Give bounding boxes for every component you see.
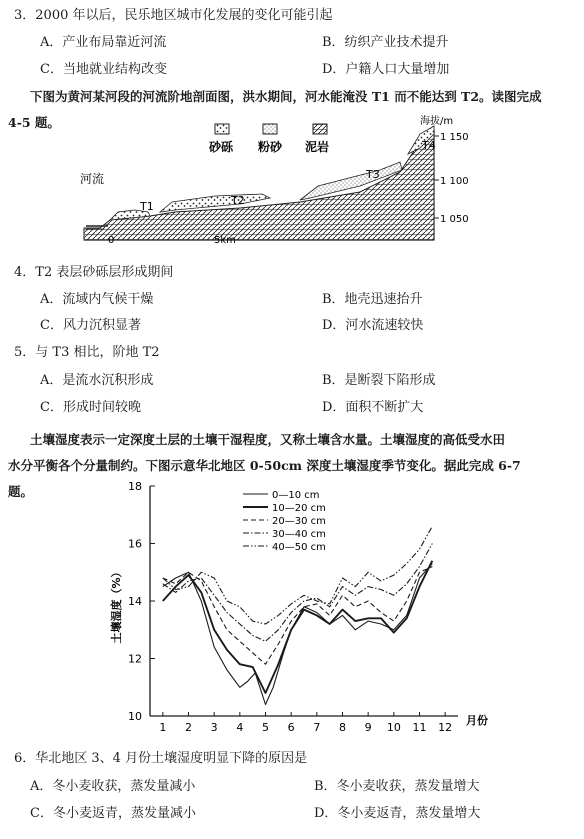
chart-legend xyxy=(243,490,326,553)
x-axis-label: 月份 xyxy=(466,714,488,727)
intro-6-7-line3: 题。 xyxy=(8,484,34,499)
x-tick-label-9: 9 xyxy=(364,721,372,734)
legend-label-0: 0—10 cm xyxy=(272,490,320,501)
x-tick-label-10: 10 xyxy=(386,721,401,734)
river-label: 河流 xyxy=(80,172,105,186)
q4-stem: 4．T2 表层砂砾层形成期间 xyxy=(14,265,174,280)
intro-4-5-line1: 下图为黄河某河段的河流阶地剖面图，洪水期间，河水能淹没 T1 而不能达到 T2。读图完成 xyxy=(30,89,542,104)
legend-label-1: 10—20 cm xyxy=(272,503,326,514)
q6-option-c: C．冬小麦返青，蒸发量减小 xyxy=(30,806,196,821)
series-line-3 xyxy=(163,544,433,642)
x-tick-label-12: 12 xyxy=(438,721,453,734)
q5-option-b: B．是断裂下陷形成 xyxy=(322,373,436,388)
terrace-t4-label: T4 xyxy=(422,139,436,152)
q4-option-c: C．风力沉积显著 xyxy=(40,318,141,333)
y-tick-label-14: 14 xyxy=(128,595,142,608)
q3-option-d: D．户籍人口大量增加 xyxy=(322,62,450,77)
x-tick-label-1: 1 xyxy=(159,721,167,734)
legend-silt-swatch xyxy=(263,124,277,134)
q4-option-d: D．河水流速较快 xyxy=(322,318,424,333)
y-tick-label-16: 16 xyxy=(128,537,142,551)
q6-stem: 6．华北地区 3、4 月份土壤湿度明显下降的原因是 xyxy=(14,751,308,766)
y-tick-label-18: 18 xyxy=(128,480,142,493)
intro-6-7-line1: 土壤湿度表示一定深度土层的土壤干湿程度，又称土壤含水量。土壤湿度的高低受水田 xyxy=(30,432,506,447)
legend-label-4: 40—50 cm xyxy=(272,542,326,553)
terrace-profile-figure xyxy=(0,112,584,252)
legend-mudstone-label: 泥岩 xyxy=(305,140,330,154)
q3-stem: 3．2000 年以后，民乐地区城市化发展的变化可能引起 xyxy=(14,8,333,23)
legend-label-2: 20—30 cm xyxy=(272,516,326,527)
terrace-t2-label: T2 xyxy=(231,194,245,207)
elevation-tick-1150: 1 150 xyxy=(440,132,469,143)
y-tick-label-10: 10 xyxy=(128,710,142,723)
q3-option-c: C．当地就业结构改变 xyxy=(40,62,167,77)
soil-moisture-chart xyxy=(0,470,584,742)
intro-4-5-line2: 4-5 题。 xyxy=(8,115,60,130)
x-tick-label-2: 2 xyxy=(185,721,192,734)
distance-5km-label: 5km xyxy=(214,235,236,246)
terrace-t3-label: T3 xyxy=(366,168,380,181)
q3-option-b: B．纺织产业技术提升 xyxy=(322,35,449,50)
q5-option-c: C．形成时间较晚 xyxy=(40,400,141,415)
elevation-tick-1050: 1 050 xyxy=(440,214,469,225)
x-tick-label-5: 5 xyxy=(262,721,269,734)
elevation-tick-1100: 1 100 xyxy=(440,176,469,187)
y-axis-label: 土壤湿度（%） xyxy=(110,566,123,644)
y-tick-label-12: 12 xyxy=(128,652,142,666)
q4-option-b: B．地壳迅速抬升 xyxy=(322,292,423,307)
x-tick-label-7: 7 xyxy=(313,721,321,734)
q6-option-a: A．冬小麦收获，蒸发量减小 xyxy=(30,779,196,794)
legend-mudstone-swatch xyxy=(313,124,327,134)
q3-option-a: A．产业布局靠近河流 xyxy=(40,35,167,50)
legend-gravel-label: 砂砾 xyxy=(209,140,234,154)
intro-6-7-line2: 水分平衡各个分量制约。下图示意华北地区 0-50cm 深度土壤湿度季节变化。据此完成 6-7 xyxy=(8,458,521,473)
distance-zero-label: 0 xyxy=(108,235,115,246)
elevation-axis-label: 海拔/m xyxy=(420,116,454,127)
x-tick-label-11: 11 xyxy=(412,721,427,734)
q5-stem: 5．与 T3 相比，阶地 T2 xyxy=(14,345,160,360)
legend-silt-label: 粉砂 xyxy=(258,140,283,154)
x-tick-label-6: 6 xyxy=(287,721,295,734)
q5-option-a: A．是流水沉积形成 xyxy=(40,373,154,388)
q5-option-d: D．面积不断扩大 xyxy=(322,400,424,415)
x-tick-label-4: 4 xyxy=(236,721,244,734)
terrace-t1-label: T1 xyxy=(140,200,154,213)
q6-option-b: B．冬小麦收获，蒸发量增大 xyxy=(314,779,480,794)
q6-option-d: D．冬小麦返青，蒸发量增大 xyxy=(314,806,481,821)
x-tick-label-8: 8 xyxy=(339,721,346,734)
legend-label-3: 30—40 cm xyxy=(272,529,326,540)
q4-option-a: A．流域内气候干燥 xyxy=(40,292,154,307)
legend-gravel-swatch xyxy=(215,124,229,134)
x-tick-label-3: 3 xyxy=(210,721,218,734)
